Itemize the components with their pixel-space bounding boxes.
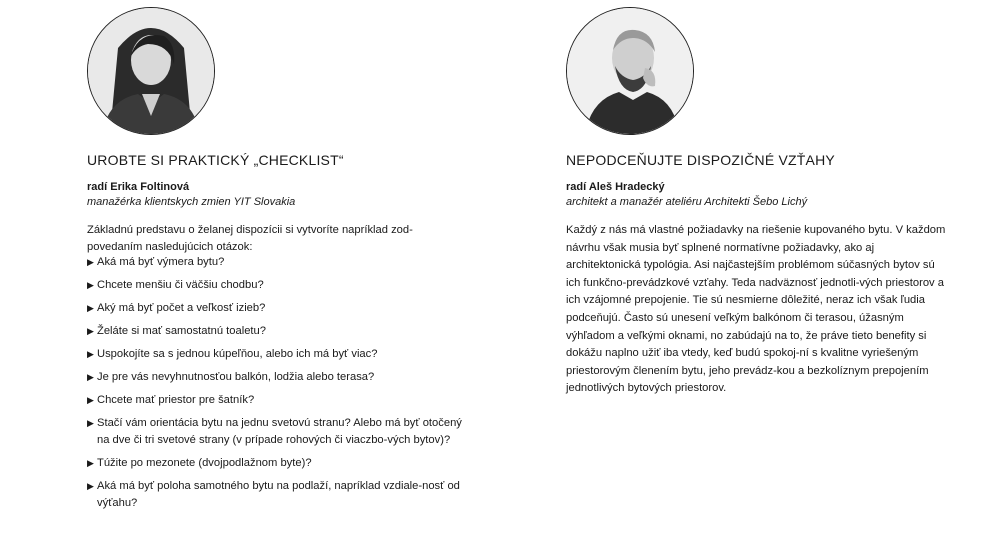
bullet-icon: ▶ [87,303,94,313]
man-portrait-icon [566,7,694,135]
bullet-icon: ▶ [87,481,94,491]
list-item [87,415,462,449]
bullet-icon: ▶ [87,280,94,290]
bullet-icon: ▶ [87,372,94,382]
bullet-icon: ▶ [87,257,94,267]
list-item [87,478,462,512]
woman-portrait-icon [87,7,215,135]
list-item [87,277,462,294]
list-item [87,392,462,409]
bullet-icon: ▶ [87,349,94,359]
bullet-icon: ▶ [87,326,94,336]
left-advisor-name: radí Erika Foltinová [87,181,190,193]
question-text: Je pre vás nevyhnutnosťou balkón, lodžia alebo terasa? [97,371,375,383]
question-text: Aký má byť počet a veľkosť izieb? [97,302,266,314]
question-text: Chcete mať priestor pre šatník? [97,394,255,406]
question-text: Želáte si mať samostatnú toaletu? [97,325,266,337]
question-text: Stačí vám orientácia bytu na jednu svetovú stranu? Alebo má byť otočený na dve či tri svetové strany (v prípade rohových či viaczbo-vých bytov)? [97,417,462,446]
left-intro: Základnú predstavu o želanej dispozícii si vytvoríte napríklad zod-povedaním nasledujúcich otázok: [87,224,413,253]
right-advisor-role: architekt a manažér ateliéru Architekti Šebo Lichý [566,196,808,208]
question-text: Aká má byť poloha samotného bytu na podlaží, napríklad vzdiale-nosť od výťahu? [97,480,460,509]
list-item [87,323,462,340]
question-text: Chcete menšiu či väčšiu chodbu? [97,279,264,291]
right-heading: NEPODCEŇUJTE DISPOZIČNÉ VZŤAHY [566,152,835,168]
list-item [87,455,462,472]
right-body-text: Každý z nás má vlastné požiadavky na riešenie kupovaného bytu. V každom návrhu však musia byť splnené normatívne požiadavky, ako aj architektonická typológia. Asi najčastejším problémom súčasných bytov sú ich funkčno-prevádzkové vzťahy. Teda nadväznosť jednotli-vých priestorov a ich vzájomné prepojenie. Tie sú nesmierne dôležité, neraz ich však ľudia podceňujú. Často sú unesení veľkým balkónom či terasou, úžasným výhľadom a veľkými oknami, no zabúdajú na to, že práve tieto benefity si dokážu naplno užiť iba vtedy, keď budú spokoj-ní s kvalitne vyriešeným priestorovým členením bytu, jeho prevádz-kou a bezkolíznym prepojením jednotlivých bytových priestorov. [566,224,946,395]
question-text: Aká má byť výmera bytu? [97,256,225,268]
bullet-icon: ▶ [87,458,94,468]
question-text: Túžite po mezonete (dvojpodlažnom byte)? [97,457,312,469]
list-item [87,254,462,271]
list-item [87,346,462,363]
right-advisor-name: radí Aleš Hradecký [566,181,665,193]
bullet-icon: ▶ [87,395,94,405]
left-advisor-role: manažérka klientskych zmien YIT Slovakia [87,196,296,208]
list-item [87,300,462,317]
bullet-icon: ▶ [87,418,94,428]
list-item [87,369,462,386]
question-text: Uspokojíte sa s jednou kúpeľňou, alebo ich má byť viac? [97,348,378,360]
left-heading: UROBTE SI PRAKTICKÝ „CHECKLIST“ [87,152,344,168]
question-list [87,254,462,518]
